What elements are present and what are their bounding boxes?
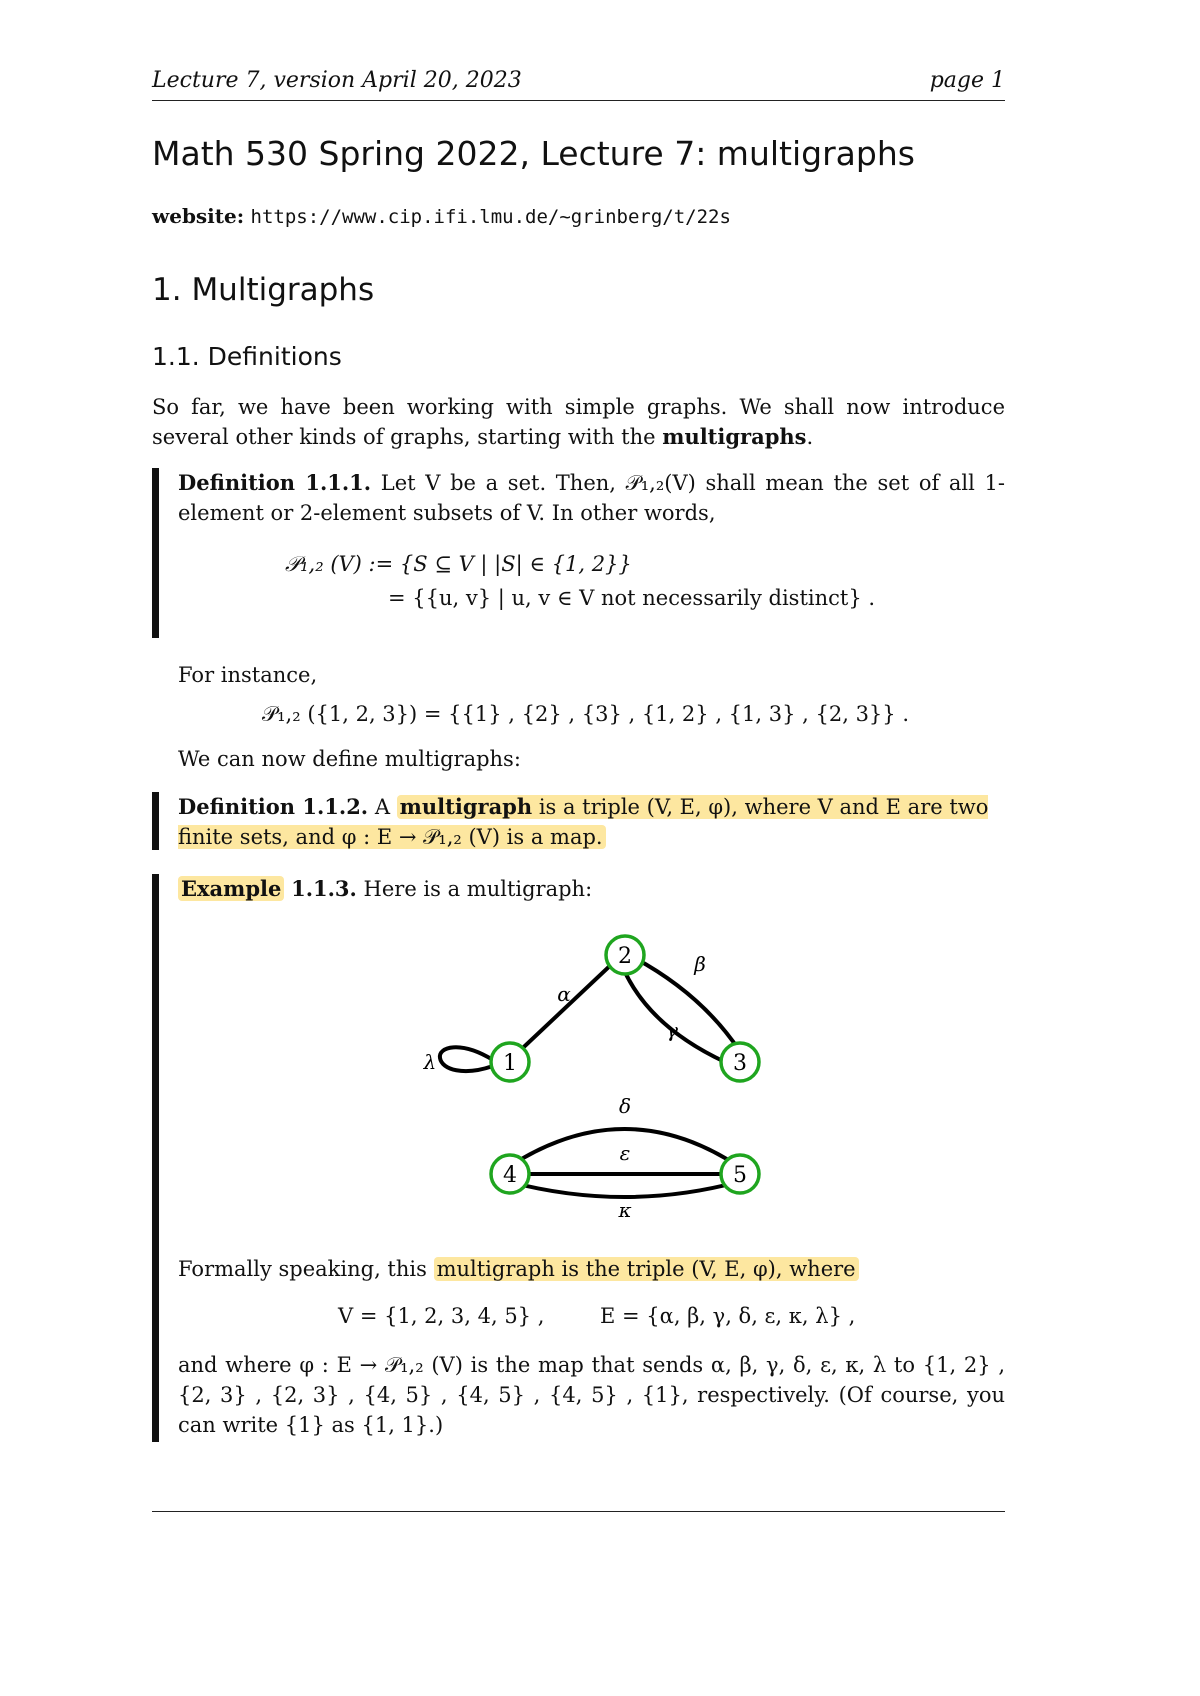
edge-lambda [440, 1047, 493, 1071]
formal-statement [178, 1254, 1005, 1284]
page-title: Math 530 Spring 2022, Lecture 7: multigraphs [152, 134, 915, 173]
instance-equation: 𝒫₁,₂ ({1, 2, 3}) = {{1} , {2} , {3} , {1, 2} , {1, 3} , {2, 3}} . [262, 702, 909, 726]
definition-1 [178, 468, 1005, 528]
transition-text: We can now define multigraphs: [178, 747, 521, 771]
definition-2 [178, 792, 1013, 852]
vertex-1 [491, 1043, 529, 1081]
subsection-heading [152, 342, 342, 371]
label-delta: δ [618, 1094, 632, 1118]
label-alpha: α [557, 982, 571, 1006]
subsection-title: Definitions [207, 342, 342, 371]
header-left: Lecture 7, version April 20, 2023 [152, 68, 522, 93]
footnote-rule [152, 1511, 1005, 1512]
multigraph-figure [400, 912, 800, 1232]
definition-bar [152, 792, 159, 850]
label-beta: β [694, 952, 706, 976]
subsection-number: 1.1. [152, 342, 200, 371]
intro-paragraph [152, 392, 1005, 452]
edge-set-equation: E = {α, β, γ, δ, ε, κ, λ} , [600, 1304, 856, 1328]
label-lambda: λ [423, 1050, 437, 1074]
equation-p12-line2: = {{u, v} | u, v ∈ V not necessarily distinct} . [388, 586, 876, 610]
vertex-4 [491, 1155, 529, 1193]
section-heading [152, 272, 374, 308]
definition-2-term: multigraph [399, 794, 533, 819]
example-bar [152, 874, 159, 1442]
header-page-number: page 1 [929, 68, 1005, 93]
formal-intro: Formally speaking, this [178, 1257, 427, 1281]
instance-intro: For instance, [178, 663, 318, 687]
svg-text:2: 2 [618, 944, 632, 969]
vertex-set-equation: V = {1, 2, 3, 4, 5} , [338, 1304, 545, 1328]
intro-bold-term: multigraphs [662, 424, 807, 449]
website-url[interactable]: https://www.cip.ifi.lmu.de/~grinberg/t/22s [250, 206, 731, 228]
intro-text: So far, we have been working with simple graphs. We shall now introduce several other kinds of graphs, starting with the [152, 395, 1005, 449]
definition-2-text-a: A [374, 795, 390, 819]
intro-period: . [806, 425, 814, 449]
example-label: Example [178, 876, 284, 901]
svg-text:5: 5 [733, 1163, 747, 1188]
section-number: 1. [152, 272, 182, 308]
edge-kappa [510, 1182, 738, 1197]
definition-1-text: Let V be a set. Then, 𝒫₁,₂(V) shall mean the set of all 1-element or 2-element subsets of V. In other words, [178, 471, 1005, 525]
vertex-3 [721, 1043, 759, 1081]
definition-2-text-b: is a triple (V, E, φ), where V and E are two finite sets, and φ : E → 𝒫₁,₂ (V) is a map. [178, 795, 989, 849]
running-header [152, 66, 1005, 101]
label-kappa: κ [618, 1198, 632, 1222]
svg-text:4: 4 [503, 1163, 517, 1188]
svg-text:3: 3 [733, 1051, 747, 1076]
label-gamma: γ [666, 1018, 678, 1042]
vertex-2 [606, 936, 644, 974]
formal-highlight: multigraph is the triple (V, E, φ), where [434, 1257, 859, 1281]
example-text: Here is a multigraph: [363, 877, 593, 901]
website-label: website: [152, 204, 245, 228]
section-title: Multigraphs [191, 272, 375, 308]
equation-p12-line1: 𝒫₁,₂ (V) := {S ⊆ V | |S| ∈ {1, 2}} [285, 552, 632, 576]
example-number: 1.1.3. [291, 876, 357, 901]
example-heading [178, 874, 1005, 904]
definition-1-label: Definition 1.1.1. [178, 470, 372, 495]
vertex-5 [721, 1155, 759, 1193]
map-description: and where φ : E → 𝒫₁,₂ (V) is the map that sends α, β, γ, δ, ε, κ, λ to {1, 2} , {2, 3} , {2, 3} , {4, 5} , {4, 5} , {4, 5} , {1}, respectively. (Of course, you can write {1} as {1, 1}.) [178, 1353, 1005, 1437]
definition-bar [152, 468, 159, 638]
edge-alpha [510, 962, 614, 1060]
label-epsilon: ε [619, 1141, 631, 1165]
svg-text:1: 1 [503, 1051, 517, 1076]
definition-2-label: Definition 1.1.2. [178, 794, 369, 819]
website-line [152, 204, 731, 228]
